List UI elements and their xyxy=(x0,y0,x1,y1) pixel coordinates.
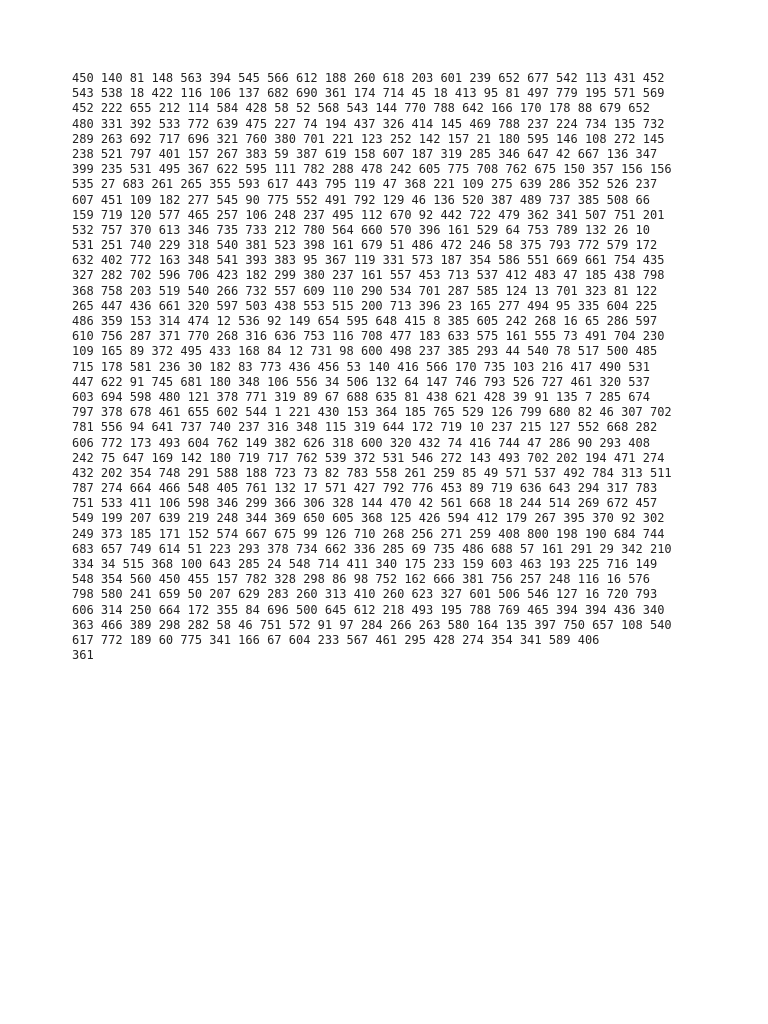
text-line: 606 314 250 664 172 355 84 696 500 645 612 218 493 195 788 769 465 394 394 436 340 xyxy=(72,602,665,617)
text-line: 797 378 678 461 655 602 544 1 221 430 153 364 185 765 529 126 799 680 82 46 307 702 xyxy=(72,405,672,420)
text-line: 603 694 598 480 121 378 771 319 89 67 688 635 81 438 621 428 39 91 135 7 285 674 xyxy=(72,389,650,404)
text-line: 238 521 797 401 157 267 383 59 387 619 158 607 187 319 285 346 647 42 667 136 347 xyxy=(72,146,658,161)
text-line: 327 282 702 596 706 423 182 299 380 237 161 557 453 713 537 412 483 47 185 438 798 xyxy=(72,268,665,283)
text-line: 607 451 109 182 277 545 90 775 552 491 792 129 46 136 520 387 489 737 385 508 66 xyxy=(72,192,650,207)
text-line: 787 274 664 466 548 405 761 132 17 571 427 792 776 453 89 719 636 643 294 317 783 xyxy=(72,481,658,496)
text-line: 289 263 692 717 696 321 760 380 701 221 123 252 142 157 21 180 595 146 108 272 145 xyxy=(72,131,665,146)
text-line: 543 538 18 422 116 106 137 682 690 361 174 714 45 18 413 95 81 497 779 195 571 569 xyxy=(72,86,665,101)
text-line: 159 719 120 577 465 257 106 248 237 495 112 670 92 442 722 479 362 341 507 751 201 xyxy=(72,207,665,222)
text-line: 532 757 370 613 346 735 733 212 780 564 660 570 396 161 529 64 753 789 132 26 10 xyxy=(72,222,650,237)
text-line: 334 34 515 368 100 643 285 24 548 714 411 340 175 233 159 603 463 193 225 716 149 xyxy=(72,557,658,571)
text-line: 617 772 189 60 775 341 166 67 604 233 567 461 295 428 274 354 341 589 406 xyxy=(72,632,600,647)
text-line: 531 251 740 229 318 540 381 523 398 161 679 51 486 472 246 58 375 793 772 579 172 xyxy=(72,238,658,253)
text-line: 109 165 89 372 495 433 168 84 12 731 98 600 498 237 385 293 44 540 78 517 500 485 xyxy=(72,344,658,359)
number-text-block xyxy=(72,71,672,663)
text-line: 486 359 153 314 474 12 536 92 149 654 595 648 415 8 385 605 242 268 16 65 286 597 xyxy=(72,314,658,328)
text-line: 249 373 185 171 152 574 667 675 99 126 710 268 256 271 259 408 800 198 190 684 744 xyxy=(72,526,665,541)
text-line: 265 447 436 661 320 597 503 438 553 515 200 713 396 23 165 277 494 95 335 604 225 xyxy=(72,298,658,313)
text-line: 432 202 354 748 291 588 188 723 73 82 783 558 261 259 85 49 571 537 492 784 313 511 xyxy=(72,465,672,480)
text-line: 361 xyxy=(72,648,94,663)
text-line: 798 580 241 659 50 207 629 283 260 313 410 260 623 327 601 506 546 127 16 720 793 xyxy=(72,587,658,602)
text-line: 549 199 207 639 219 248 344 369 650 605 368 125 426 594 412 179 267 395 370 92 302 xyxy=(72,511,665,526)
text-line: 606 772 173 493 604 762 149 382 626 318 600 320 432 74 416 744 47 286 90 293 408 xyxy=(72,435,650,450)
text-line: 368 758 203 519 540 266 732 557 609 110 290 534 701 287 585 124 13 701 323 81 122 xyxy=(72,283,658,298)
text-line: 452 222 655 212 114 584 428 58 52 568 543 144 770 788 642 166 170 178 88 679 652 xyxy=(72,101,650,116)
text-line: 781 556 94 641 737 740 237 316 348 115 319 644 172 719 10 237 215 127 552 668 282 xyxy=(72,420,658,435)
text-line: 363 466 389 298 282 58 46 751 572 91 97 284 266 263 580 164 135 397 750 657 108 540 xyxy=(72,617,672,632)
text-line: 632 402 772 163 348 541 393 383 95 367 119 331 573 187 354 586 551 669 661 754 435 xyxy=(72,253,665,268)
text-line: 242 75 647 169 142 180 719 717 762 539 372 531 546 272 143 493 702 202 194 471 274 xyxy=(72,450,665,465)
text-line: 610 756 287 371 770 268 316 636 753 116 708 477 183 633 575 161 555 73 491 704 230 xyxy=(72,329,665,344)
text-line: 480 331 392 533 772 639 475 227 74 194 437 326 414 145 469 788 237 224 734 135 732 xyxy=(72,116,665,131)
text-line: 450 140 81 148 563 394 545 566 612 188 260 618 203 601 239 652 677 542 113 431 452 xyxy=(72,71,665,85)
text-line: 535 27 683 261 265 355 593 617 443 795 119 47 368 221 109 275 639 286 352 526 237 xyxy=(72,177,658,192)
text-line: 548 354 560 450 455 157 782 328 298 86 98 752 162 666 381 756 257 248 116 16 576 xyxy=(72,572,650,587)
text-line: 683 657 749 614 51 223 293 378 734 662 336 285 69 735 486 688 57 161 291 29 342 210 xyxy=(72,541,672,556)
text-line: 715 178 581 236 30 182 83 773 436 456 53 140 416 566 170 735 103 216 417 490 531 xyxy=(72,359,650,374)
text-line: 751 533 411 106 598 346 299 366 306 328 144 470 42 561 668 18 244 514 269 672 457 xyxy=(72,496,658,511)
text-line: 399 235 531 495 367 622 595 111 782 288 478 242 605 775 708 762 675 150 357 156 156 xyxy=(72,162,672,177)
text-line: 447 622 91 745 681 180 348 106 556 34 506 132 64 147 746 793 526 727 461 320 537 xyxy=(72,374,650,389)
